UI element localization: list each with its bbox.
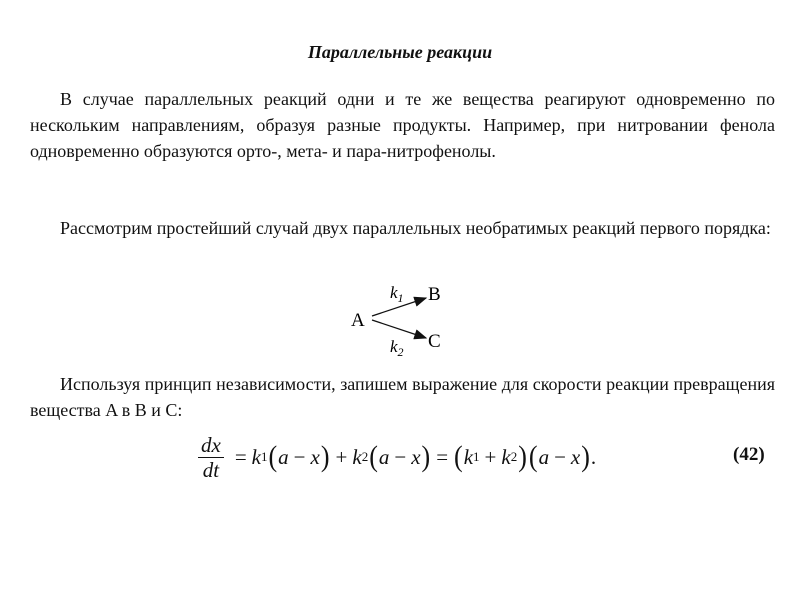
- reactant-label: A: [351, 310, 365, 331]
- a-symbol: a: [278, 444, 289, 469]
- subscript-1: 1: [473, 449, 480, 464]
- equation-number: (42): [733, 444, 765, 465]
- subscript-2: 2: [361, 449, 369, 464]
- denominator: dt: [202, 457, 220, 482]
- a-symbol: a: [538, 444, 550, 469]
- right-paren: ): [320, 439, 330, 474]
- plus-sign: +: [484, 444, 497, 469]
- k-symbol: k: [251, 444, 261, 469]
- arrow-to-c: [372, 320, 426, 338]
- right-paren: ): [518, 439, 527, 474]
- paragraph-intro: В случае параллельных реакций одни и те же вещества реагируют одновременно по нескольким направлениям, образуя разные продукты. Например, при нитровании фенола одновременно образуются орто-, мета- и пара-нитрофенолы.: [30, 89, 775, 161]
- minus-sign: −: [394, 444, 407, 469]
- minus-sign: −: [293, 444, 306, 469]
- paragraph-case: Рассмотрим простейший случай двух параллельных необратимых реакций первого порядка:: [60, 218, 771, 238]
- k-symbol: k: [463, 444, 474, 469]
- left-paren: (: [369, 439, 378, 474]
- rate-equation: [198, 428, 618, 486]
- a-symbol: a: [378, 444, 390, 469]
- equals-sign: =: [436, 444, 449, 469]
- k-symbol: k: [501, 444, 511, 469]
- k2-label: $k_2$: [390, 337, 404, 359]
- k-symbol: k: [352, 444, 362, 469]
- derivative-fraction: [198, 433, 224, 482]
- equals-sign: =: [234, 444, 247, 469]
- numerator: dx: [201, 432, 221, 457]
- reaction-scheme: [340, 272, 460, 362]
- k1-label: $k_1$: [390, 283, 404, 305]
- plus-sign: +: [335, 444, 348, 469]
- product-c-label: C: [428, 331, 441, 352]
- subscript-2: 2: [510, 449, 518, 464]
- right-paren: ): [421, 439, 431, 474]
- x-symbol: x: [570, 444, 581, 469]
- x-symbol: x: [411, 444, 421, 469]
- x-symbol: x: [310, 444, 320, 469]
- left-paren: (: [454, 439, 463, 474]
- minus-sign: −: [554, 444, 566, 469]
- left-paren: (: [268, 439, 278, 474]
- product-b-label: B: [428, 284, 441, 305]
- left-paren: (: [528, 439, 538, 474]
- right-paren: ): [581, 439, 590, 474]
- subscript-1: 1: [261, 449, 268, 464]
- period: .: [590, 444, 597, 469]
- section-title: Параллельные реакции: [307, 42, 493, 62]
- paragraph-independence: Используя принцип независимости, запишем выражение для скорости реакции превращения вещества A в B и C:: [30, 374, 775, 420]
